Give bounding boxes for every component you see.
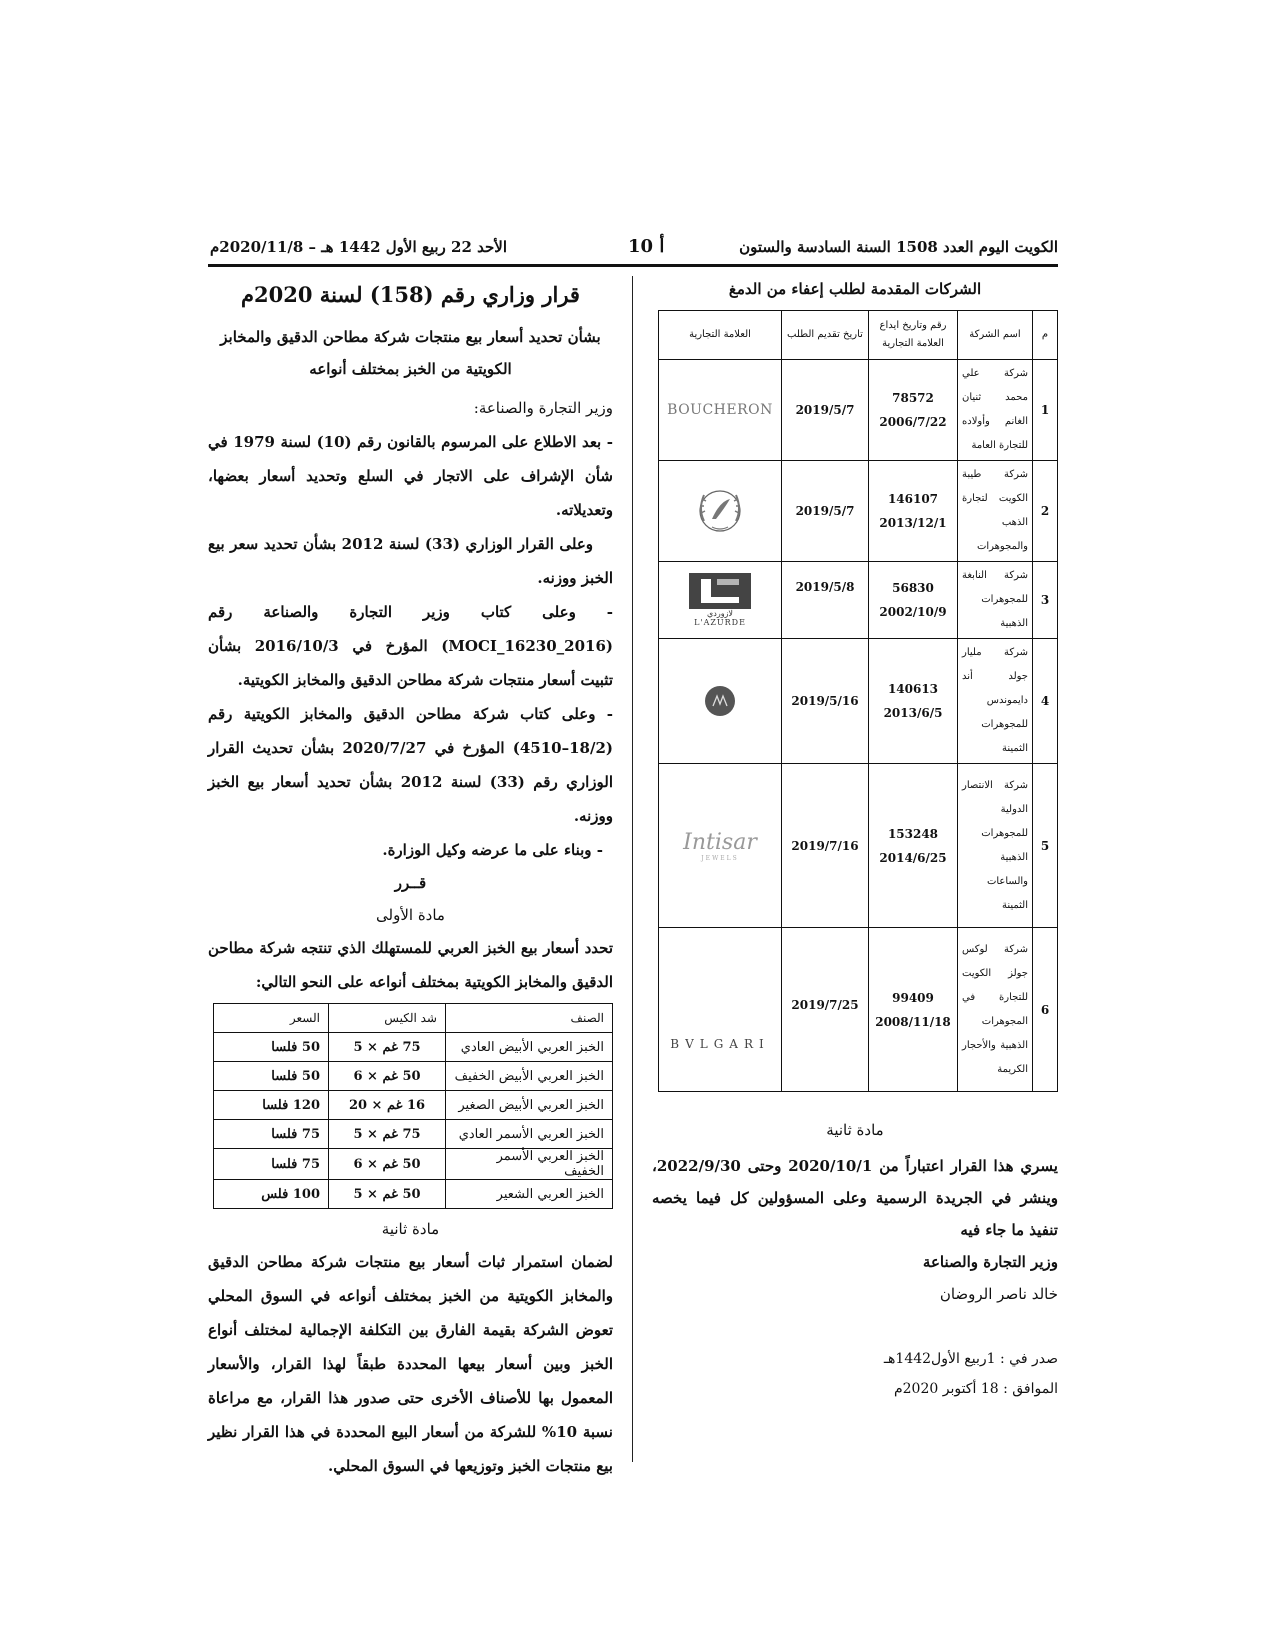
registration-number: 78572 — [892, 391, 934, 405]
company-name: شركة طيبة الكويت لتجارة الذهب والمجوهرات — [958, 461, 1033, 562]
registration-date: 2006/7/22 — [879, 415, 947, 429]
article1-heading: مادة الأولى — [376, 906, 445, 924]
price-cell: 120 فلسا — [214, 1091, 329, 1120]
col-item-header: الصنف — [446, 1004, 613, 1033]
preamble-4: - وعلى كتاب شركة مطاحن الدقيق والمخابز الكويتية رقم (18/2–4510) المؤرخ في 2020/7/27 بشأن تحديث القرار الوزاري رقم (33) لسنة 2012 بشأن تحديد أسعار بيع الخبز ووزنه. — [208, 705, 613, 825]
row-number: 2 — [1033, 461, 1058, 562]
row-number: 1 — [1033, 360, 1058, 461]
registration-number: 153248 — [887, 826, 939, 841]
decision-subject-line1: بشأن تحديد أسعار بيع منتجات شركة مطاحن الدقيق والمخابز — [220, 328, 601, 346]
preamble-2: وعلى القرار الوزاري (33) لسنة 2012 بشأن تحديد سعر بيع الخبز ووزنه. — [208, 535, 613, 587]
col-price-header: السعر — [214, 1004, 329, 1033]
registration-date: 2013/6/5 — [883, 706, 943, 720]
trademark-cell — [659, 360, 782, 461]
page-header — [210, 236, 1058, 266]
lazurde-arabic: لازوردي — [707, 609, 733, 618]
col-registration-header: رقم وتاريخ ايداع العلامة التجارية — [869, 311, 958, 360]
price-cell: 50 فلسا — [214, 1033, 329, 1062]
company-name: شركة الانتصار الدولية للمجوهرات الذهبية والساعات الثمينة — [958, 764, 1033, 928]
trademark-cell — [659, 764, 782, 928]
preamble-5: - وبناء على ما عرضه وكيل الوزارة. — [382, 841, 603, 859]
boucheron-logo: BOUCHERON — [667, 402, 773, 418]
item-cell: الخبز العربي الأبيض الخفيف — [446, 1062, 613, 1091]
table-row — [659, 764, 1058, 928]
decision-column — [208, 280, 613, 1483]
table-row — [214, 1149, 613, 1180]
item-cell: الخبز العربي الشعير — [446, 1180, 613, 1209]
decided-heading: قــرر — [394, 874, 427, 892]
issued-hijri: صدر في : 1ربيع الأول1442هـ — [883, 1351, 1058, 1367]
application-date: 2019/7/25 — [782, 928, 869, 1092]
trademark-cell — [659, 562, 782, 639]
intisar-logo-sub: JEWELS — [701, 854, 739, 862]
preamble-1: - بعد الاطلاع على المرسوم بالقانون رقم (10) لسنة 1979 في شأن الإشراف على الاتجار في السلع وتحديد أسعار بعضها، وتعديلاته. — [208, 433, 613, 519]
registration-cell — [869, 360, 958, 461]
preamble-3: - وعلى كتاب وزير التجارة والصناعة رقم (MOCI_16230_2016) المؤرخ في 2016/10/3 بشأن تثبيت أسعار منتجات شركة مطاحن الدقيق والمخابز الكويتية. — [208, 603, 613, 689]
item-cell: الخبز العربي الأبيض العادي — [446, 1033, 613, 1062]
company-name: شركة علي محمد ثنيان الغانم وأولاده للتجارة العامة — [958, 360, 1033, 461]
companies-table-header — [659, 311, 1058, 360]
registration-number: 146107 — [887, 492, 939, 506]
registration-date: 2008/11/18 — [875, 1014, 951, 1029]
registration-number: 56830 — [892, 581, 934, 595]
pack-cell: 50 غم × 6 — [329, 1062, 446, 1091]
issue-dates — [652, 1344, 1058, 1404]
price-table-header — [214, 1004, 613, 1033]
table-row — [659, 461, 1058, 562]
application-date: 2019/5/16 — [782, 639, 869, 764]
article2-heading: مادة ثانية — [381, 1220, 440, 1238]
lazurde-logo: L'AZURDE — [694, 618, 746, 627]
price-cell: 75 فلسا — [214, 1120, 329, 1149]
companies-column — [652, 276, 1058, 1404]
laurel-emblem-icon — [690, 483, 750, 539]
row-number: 6 — [1033, 928, 1058, 1092]
table-row — [214, 1062, 613, 1091]
dark-circle-emblem-icon — [703, 684, 737, 718]
application-date: 2019/7/16 — [782, 764, 869, 928]
table-row — [214, 1120, 613, 1149]
companies-table-title: الشركات المقدمة لطلب إعفاء من الدمغ — [728, 280, 982, 298]
lazurde-emblem-icon — [689, 573, 751, 609]
application-date: 2019/5/8 — [782, 562, 869, 639]
intisar-logo: Intisar — [683, 829, 757, 855]
item-cell: الخبز العربي الأبيض الصغير — [446, 1091, 613, 1120]
row-number: 3 — [1033, 562, 1058, 639]
registration-cell — [869, 764, 958, 928]
header-publication: الكويت اليوم العدد 1508 السنة السادسة والستون — [739, 238, 1058, 256]
decision-subject-line2: الكويتية من الخبز بمختلف أنواعه — [309, 360, 512, 378]
trademark-cell — [659, 461, 782, 562]
company-name: شركة مليار جولد أند دايموندس للمجوهرات الثمينة — [958, 639, 1033, 764]
column-divider — [632, 276, 633, 1462]
table-row — [214, 1091, 613, 1120]
trademark-cell — [659, 639, 782, 764]
pack-cell: 16 غم × 20 — [329, 1091, 446, 1120]
registration-cell — [869, 639, 958, 764]
price-cell: 100 فلس — [214, 1180, 329, 1209]
signatory-name: خالد ناصر الروضان — [939, 1285, 1058, 1303]
col-company-header: اسم الشركة — [958, 311, 1033, 360]
registration-number: 99409 — [892, 990, 934, 1005]
decision-subject — [208, 321, 613, 385]
header-date: الأحد 22 ربيع الأول 1442 هـ – 2020/11/8م — [210, 238, 507, 256]
table-row — [659, 360, 1058, 461]
registration-date: 2014/6/25 — [879, 850, 947, 865]
table-row — [214, 1180, 613, 1209]
trademark-cell — [659, 928, 782, 1092]
table-row — [659, 928, 1058, 1092]
col-application-date-header: تاريخ تقديم الطلب — [782, 311, 869, 360]
header-page-number: أ 10 — [628, 236, 665, 257]
table-row — [659, 639, 1058, 764]
registration-cell — [869, 461, 958, 562]
article2b-text: يسري هذا القرار اعتباراً من 2020/10/1 وحتى 2022/9/30، وينشر في الجريدة الرسمية وعلى المسؤولين كل فيما يخصه تنفيذ ما جاء فيه — [652, 1157, 1058, 1239]
registration-cell — [869, 928, 958, 1092]
application-date: 2019/5/7 — [782, 461, 869, 562]
item-cell: الخبز العربي الأسمر العادي — [446, 1120, 613, 1149]
registration-date: 2013/12/1 — [879, 516, 947, 530]
registration-number: 140613 — [887, 682, 939, 696]
registration-cell — [869, 562, 958, 639]
col-number-header: م — [1033, 311, 1058, 360]
price-cell: 75 فلسا — [214, 1149, 329, 1180]
price-table — [213, 1003, 613, 1209]
registration-date: 2002/10/9 — [879, 605, 947, 619]
row-number: 4 — [1033, 639, 1058, 764]
col-trademark-header: العلامة التجارية — [659, 311, 782, 360]
bvlgari-logo: BVLGARI — [670, 1037, 770, 1051]
article2-section — [652, 1114, 1058, 1404]
signatory-title: وزير التجارة والصناعة — [922, 1253, 1058, 1271]
decision-title: قرار وزاري رقم (158) لسنة 2020م — [241, 282, 580, 307]
pack-cell: 50 غم × 6 — [329, 1149, 446, 1180]
article2-text: لضمان استمرار ثبات أسعار بيع منتجات شركة مطاحن الدقيق والمخابز الكويتية من الخبز بمختلف أنواعه في السوق المحلي تعوض الشركة بقيمة الفارق بين التكلفة الإجمالية لمختلف أنواع الخبز وبين أسعار بيعها المحددة طبقاً لهذا القرار، والأسعار المعمول بها للأصناف الأخرى حتى صدور هذا القرار، مع مراعاة نسبة 10% للشركة من أسعار البيع المحددة في هذا القرار نظير بيع منتجات الخبز وتوزيعها في السوق المحلي. — [208, 1253, 613, 1475]
article1-text: تحدد أسعار بيع الخبز العربي للمستهلك الذي تنتجه شركة مطاحن الدقيق والمخابز الكويتية بمختلف أنواعه على النحو التالي: — [208, 939, 613, 991]
company-name: شركة النابغة للمجوهرات الذهبية — [958, 562, 1033, 639]
pack-cell: 75 غم × 5 — [329, 1120, 446, 1149]
minister-line: وزير التجارة والصناعة: — [473, 399, 613, 417]
price-cell: 50 فلسا — [214, 1062, 329, 1091]
pack-cell: 50 غم × 5 — [329, 1180, 446, 1209]
header-rule — [208, 264, 1058, 267]
col-pack-header: شد الكيس — [329, 1004, 446, 1033]
companies-table — [658, 310, 1058, 1092]
article2b-heading: مادة ثانية — [826, 1121, 884, 1139]
application-date: 2019/5/7 — [782, 360, 869, 461]
issued-gregorian: الموافق : 18 أكتوبر 2020م — [893, 1381, 1058, 1397]
table-row — [659, 562, 1058, 639]
table-row — [214, 1033, 613, 1062]
item-cell: الخبز العربي الأسمر الخفيف — [446, 1149, 613, 1180]
pack-cell: 75 غم × 5 — [329, 1033, 446, 1062]
row-number: 5 — [1033, 764, 1058, 928]
company-name: شركة لوكس جولز الكويت للتجارة في المجوهرات الذهبية والأحجار الكريمة — [958, 928, 1033, 1092]
